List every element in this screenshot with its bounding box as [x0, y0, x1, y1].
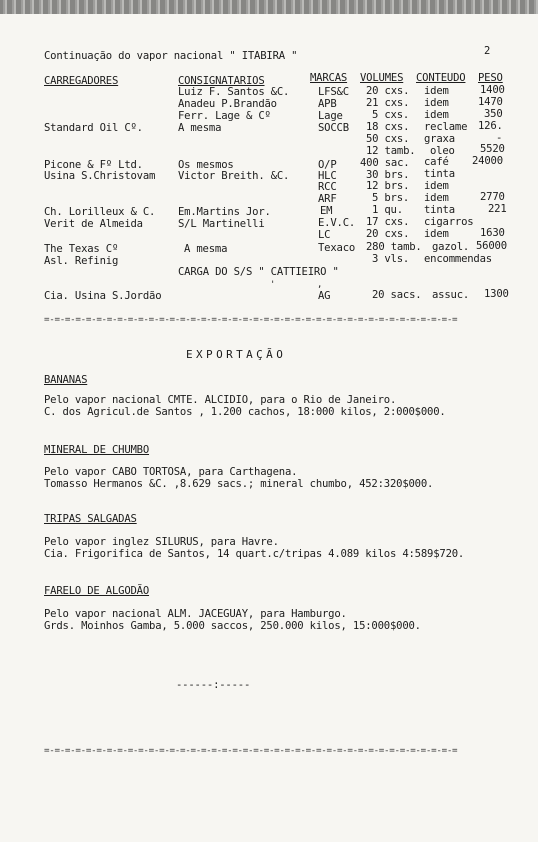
table-cell: RCC — [318, 181, 337, 193]
section-line: Cia. Frigorifica de Santos, 14 quart.c/tripas 4.089 kilos 4:589$720. — [44, 548, 465, 560]
table-cell: 30 brs. — [366, 169, 410, 181]
table-cell: idem — [424, 97, 449, 109]
section-line: Grds. Moinhos Gamba, 5.000 saccos, 250.000 kilos, 15:000$000. — [44, 620, 421, 632]
col-peso: PESO — [478, 72, 503, 84]
continuation-header: Continuação do vapor nacional " ITABIRA " — [44, 50, 298, 62]
table-cell: LFS&C — [318, 86, 349, 98]
table-cell: - — [496, 132, 503, 144]
table-cell: The Texas Cº — [44, 243, 119, 255]
section-line: Pelo vapor nacional ALM. JACEGUAY, para Hamburgo. — [44, 608, 347, 620]
table-cell: graxa — [424, 133, 455, 145]
table-cell: tinta — [424, 168, 455, 180]
table-cell: idem — [424, 85, 449, 97]
table-cell: 5 cxs. — [372, 109, 410, 121]
section-line: C. dos Agricul.de Santos , 1.200 cachos, 18:000 kilos, 2:000$000. — [44, 406, 446, 418]
table-cell: 12 brs. — [366, 180, 410, 192]
table-cell: 1400 — [480, 84, 505, 96]
table-cell: idem — [424, 192, 449, 204]
table-cell: Verit de Almeida — [44, 218, 143, 230]
table-cell: 20 cxs. — [366, 228, 410, 240]
table-cell: encommendas — [424, 253, 492, 265]
table-cell: LC — [318, 229, 331, 241]
table-cell: 221 — [488, 203, 507, 215]
scan-edge-noise — [0, 0, 538, 14]
table-cell: Luiz F. Santos &C. — [178, 86, 290, 98]
col-consignatarios: CONSIGNATARIOS — [178, 75, 265, 87]
table-cell: AG — [318, 290, 331, 302]
table-cell: 126. — [478, 120, 503, 132]
table-cell: 5520 — [480, 143, 505, 155]
table-cell: 17 cxs. — [366, 216, 410, 228]
table-cell: Victor Breith. &C. — [178, 170, 290, 182]
table-cell: 50 cxs. — [366, 133, 410, 145]
table-cell: oleo — [430, 145, 455, 157]
table-cell: Ch. Lorilleux & C. — [44, 206, 156, 218]
table-cell: A mesma — [178, 122, 222, 134]
table-cell: 20 sacs. — [372, 289, 422, 301]
section-line: Pelo vapor CABO TORTOSA, para Carthagena. — [44, 466, 298, 478]
table-cell: 350 — [484, 108, 503, 120]
table-cell: Lage — [318, 110, 343, 122]
table-cell: 21 cxs. — [366, 97, 410, 109]
table-cell: Em.Martins Jor. — [178, 206, 271, 218]
table-cell: ARF — [318, 193, 337, 205]
table-cell: 1470 — [478, 96, 503, 108]
col-marcas: MARCAS — [310, 72, 348, 84]
section-title: TRIPAS SALGADAS — [44, 513, 137, 525]
separator: =-=-=-=-=-=-=-=-=-=-=-=-=-=-=-=-=-=-=-=-=-=-=-=-=-=-=-=-=-=-=-=-=-=-=-=-=-=-=-= — [44, 745, 458, 756]
table-cell: gazol. — [432, 241, 470, 253]
table-cell: tinta — [424, 204, 455, 216]
col-conteudo: CONTEUDO — [416, 72, 466, 84]
table-cell: cigarros — [424, 216, 474, 228]
section-line: Tomasso Hermanos &C. ,8.629 sacs.; mineral chumbo, 452:320$000. — [44, 478, 434, 490]
table-cell: A mesma — [184, 243, 228, 255]
table-cell: Cia. Usina S.Jordão — [44, 290, 162, 302]
table-cell: SOCCB — [318, 122, 349, 134]
table-cell: Usina S.Christovam — [44, 170, 156, 182]
section-line: Pelo vapor nacional CMTE. ALCIDIO, para o Rio de Janeiro. — [44, 394, 397, 406]
table-cell: APB — [318, 98, 337, 110]
table-cell: 20 cxs. — [366, 85, 410, 97]
table-cell: Ferr. Lage & Cº — [178, 110, 271, 122]
section-title: FARELO DE ALGODÃO — [44, 585, 150, 597]
export-title: EXPORTAÇÃO — [186, 348, 287, 361]
separator: =-=-=-=-=-=-=-=-=-=-=-=-=-=-=-=-=-=-=-=-=-=-=-=-=-=-=-=-=-=-=-=-=-=-=-=-=-=-=-= — [44, 314, 458, 325]
table-cell: Anadeu P.Brandão — [178, 98, 277, 110]
table-cell: 1 qu. — [372, 204, 403, 216]
table-cell: 1630 — [480, 227, 505, 239]
page-number: 2 — [484, 45, 491, 57]
table-cell: reclame — [424, 121, 468, 133]
table-cell: HLC — [318, 170, 337, 182]
section-title: MINERAL DE CHUMBO — [44, 444, 150, 456]
table-cell: 24000 — [472, 155, 503, 167]
table-cell: Standard Oil Cº. — [44, 122, 143, 134]
carga-title: CARGA DO S/S " CATTIEIRO " — [178, 266, 339, 278]
table-cell: café — [424, 156, 449, 168]
table-cell: idem — [424, 109, 449, 121]
col-carregadores: CARREGADORES — [44, 75, 119, 87]
table-cell: 280 tamb. — [366, 241, 422, 253]
table-cell: S/L Martinelli — [178, 218, 265, 230]
table-cell: 18 cxs. — [366, 121, 410, 133]
table-cell: Asl. Refinig — [44, 255, 119, 267]
table-cell: 12 tamb. — [366, 145, 416, 157]
table-cell: 400 sac. — [360, 157, 410, 169]
table-cell: idem — [424, 228, 449, 240]
short-rule: ------:----- — [176, 679, 251, 691]
section-title: BANANAS — [44, 374, 88, 386]
section-line: Pelo vapor inglez SILURUS, para Havre. — [44, 536, 279, 548]
table-cell: O/P — [318, 159, 337, 171]
table-cell: 5 brs. — [372, 192, 410, 204]
table-cell: EM — [320, 205, 333, 217]
table-cell: assuc. — [432, 289, 470, 301]
col-volumes: VOLUMES — [360, 72, 404, 84]
table-cell: Os mesmos — [178, 159, 234, 171]
table-cell: 3 vls. — [372, 253, 410, 265]
table-cell: 2770 — [480, 191, 505, 203]
tick-marks: ' , — [270, 280, 323, 290]
table-cell: Texaco — [318, 242, 356, 254]
table-cell: idem — [424, 180, 449, 192]
table-cell: Picone & Fº Ltd. — [44, 159, 143, 171]
table-cell: 1300 — [484, 288, 509, 300]
table-cell: E.V.C. — [318, 217, 356, 229]
table-cell: 56000 — [476, 240, 507, 252]
